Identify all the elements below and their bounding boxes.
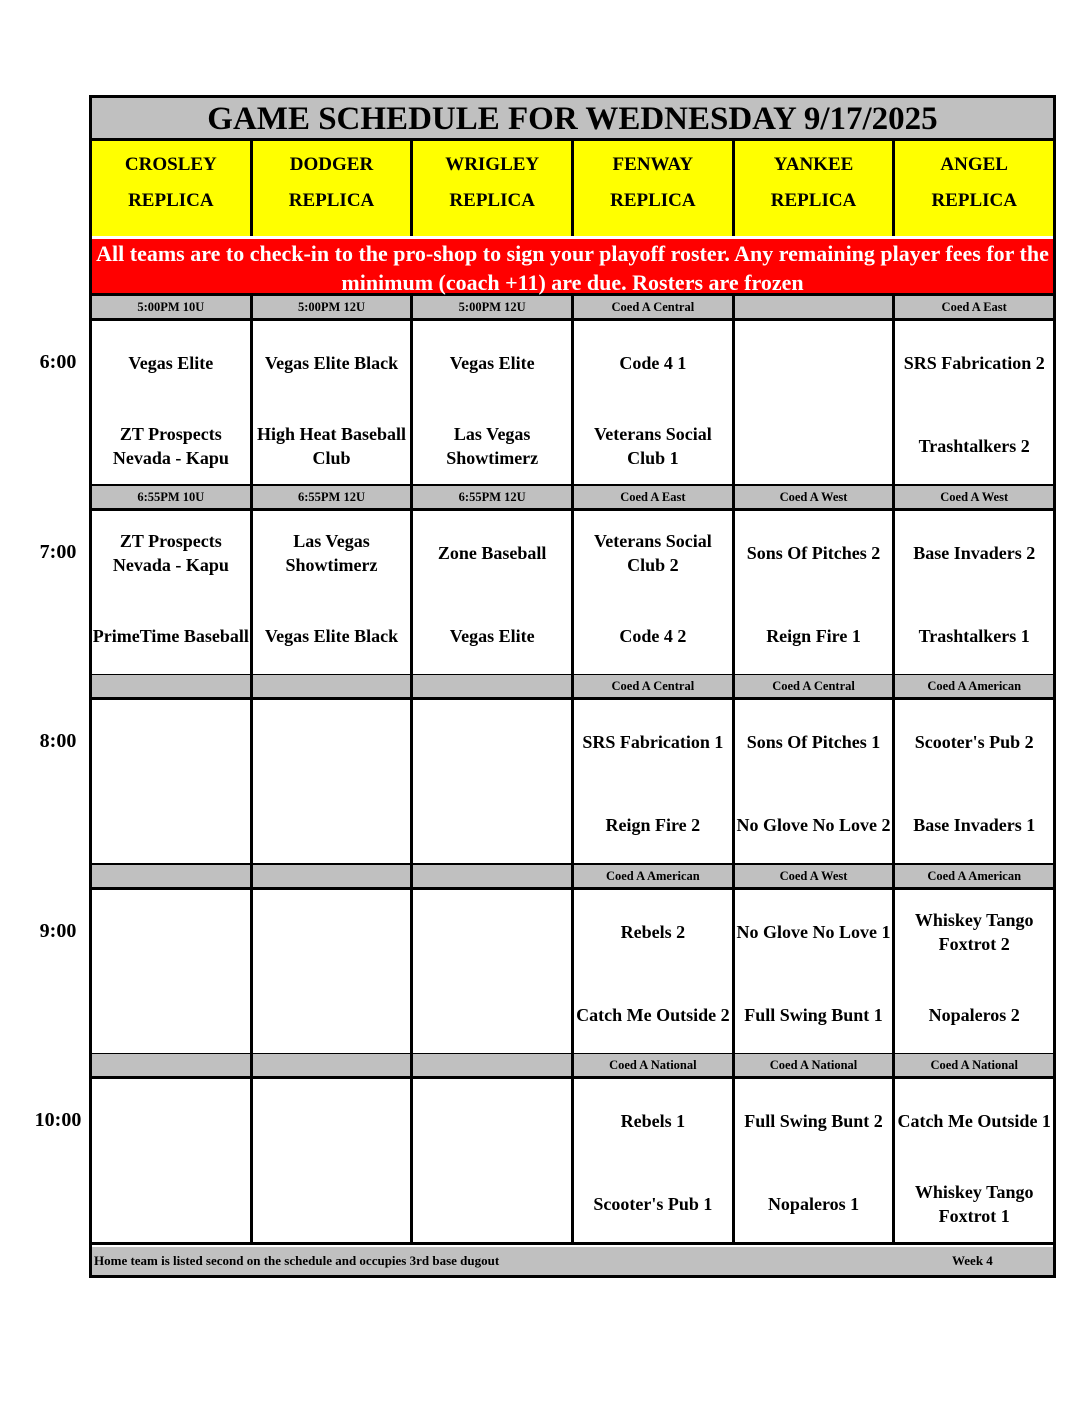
game-cell: [735, 890, 893, 1053]
game-cell: [253, 700, 411, 863]
division-label: Coed A American: [895, 675, 1053, 697]
game-row: [92, 321, 1053, 487]
game-cell: [895, 890, 1053, 1053]
division-label: Coed A Central: [735, 675, 893, 697]
division-label: Coed A National: [895, 1054, 1053, 1076]
division-label: Coed A West: [895, 486, 1053, 508]
home-team: Catch Me Outside 2: [576, 1004, 730, 1025]
home-team: [92, 985, 250, 1045]
game-cell: [413, 700, 571, 863]
away-team: Zone Baseball: [437, 542, 547, 563]
division-label: [92, 1054, 250, 1076]
away-team: [413, 712, 571, 772]
division-label: [92, 675, 250, 697]
time-label: 8:00: [39, 730, 77, 752]
game-row: [92, 511, 1053, 677]
home-team: PrimeTime Baseball: [92, 625, 249, 646]
field-type: REPLICA: [128, 190, 214, 211]
away-team: Veterans Social Club 2: [593, 530, 712, 575]
field-type: REPLICA: [770, 190, 857, 211]
time-slot-block: [92, 486, 1053, 677]
game-row: [92, 700, 1053, 866]
division-label: 6:55PM 12U: [253, 486, 411, 508]
notice-banner: All teams are to check-in to the pro-shop to sign your playoff roster. Any remaining player fees for the minimum (coach +11) are due. Rosters are frozen: [92, 239, 1053, 296]
game-cell: [735, 700, 893, 863]
field-type: REPLICA: [931, 190, 1017, 211]
game-cell: [92, 511, 250, 674]
field-header-wrigley: [413, 141, 571, 236]
home-team: No Glove No Love 2: [736, 815, 891, 835]
game-row: [92, 1079, 1053, 1245]
home-team: Base Invaders 1: [913, 815, 1036, 835]
division-label: 6:55PM 10U: [92, 486, 250, 508]
field-type: REPLICA: [449, 190, 535, 211]
away-team: ZT Prospects Nevada - Kapu: [112, 530, 229, 575]
home-team: High Heat Baseball Club: [257, 424, 407, 468]
game-cell: [895, 1079, 1053, 1242]
game-cell: [574, 1079, 732, 1242]
field-header-yankee: [735, 141, 893, 236]
away-team: No Glove No Love 1: [736, 921, 891, 942]
away-team: Full Swing Bunt 2: [744, 1111, 883, 1131]
division-label: Coed A National: [574, 1054, 732, 1076]
field-header-fenway: [574, 141, 732, 236]
home-team: Reign Fire 2: [605, 815, 701, 835]
time-slot-block: [92, 296, 1053, 487]
game-cell: [253, 321, 411, 484]
game-cell: [413, 890, 571, 1053]
division-header-row: [92, 486, 1053, 511]
away-team: [413, 1091, 571, 1151]
division-label: [92, 865, 250, 887]
division-label: [735, 296, 893, 318]
home-team: Veterans Social Club 1: [593, 424, 712, 468]
division-label: 5:00PM 10U: [92, 296, 250, 318]
time-label: 6:00: [39, 351, 77, 373]
home-team: Trashtalkers 2: [918, 436, 1030, 456]
away-team: [735, 333, 893, 393]
division-label: Coed A Central: [574, 296, 732, 318]
division-label: 5:00PM 12U: [413, 296, 571, 318]
away-team: [253, 902, 411, 962]
division-label: [413, 1054, 571, 1076]
home-team: [92, 1174, 250, 1234]
game-cell: [253, 890, 411, 1053]
game-cell: [895, 321, 1053, 484]
game-cell: [735, 511, 893, 674]
away-team: Las Vegas Showtimerz: [285, 530, 378, 575]
game-cell: [92, 1079, 250, 1242]
field-type: REPLICA: [610, 190, 696, 211]
time-slot-block: [92, 865, 1053, 1056]
game-cell: [574, 321, 732, 484]
footer: [92, 1247, 1053, 1275]
division-label: Coed A National: [735, 1054, 893, 1076]
home-team: Nopaleros 2: [928, 1004, 1020, 1025]
game-cell: [574, 511, 732, 674]
away-team: [92, 902, 250, 962]
game-cell: [574, 700, 732, 863]
away-team: [253, 712, 411, 772]
game-cell: [895, 700, 1053, 863]
away-team: Rebels 1: [620, 1111, 686, 1131]
game-cell: [895, 511, 1053, 674]
division-label: [253, 675, 411, 697]
game-cell: [413, 1079, 571, 1242]
home-team: [92, 795, 250, 855]
home-team: Las Vegas Showtimerz: [446, 424, 539, 468]
home-team: Trashtalkers 1: [918, 625, 1030, 646]
home-team: [253, 985, 411, 1045]
field-name: CROSLEY: [124, 154, 217, 175]
home-team: Nopaleros 1: [767, 1194, 860, 1214]
home-team: Whiskey Tango Foxtrot 1: [914, 1182, 1034, 1226]
field-header-crosley: [92, 141, 250, 236]
away-team: [253, 1091, 411, 1151]
away-team: Base Invaders 2: [913, 542, 1036, 563]
field-header-dodger: [253, 141, 411, 236]
away-team: Code 4 1: [619, 353, 687, 373]
away-team: SRS Fabrication 1: [582, 732, 724, 752]
game-cell: [735, 321, 893, 484]
field-header-angel: [895, 141, 1053, 236]
home-team: Vegas Elite: [449, 625, 535, 646]
division-label: 6:55PM 12U: [413, 486, 571, 508]
home-team: Reign Fire 1: [766, 625, 861, 646]
time-label: 7:00: [39, 540, 77, 563]
game-cell: [574, 890, 732, 1053]
division-label: Coed A Central: [574, 675, 732, 697]
away-team: Vegas Elite: [449, 353, 535, 373]
field-header-row: [92, 141, 1053, 236]
game-cell: [253, 1079, 411, 1242]
division-label: 5:00PM 12U: [253, 296, 411, 318]
time-label: 10:00: [34, 1109, 82, 1131]
away-team: Sons Of Pitches 2: [746, 542, 881, 563]
home-team: ZT Prospects Nevada - Kapu: [112, 424, 229, 468]
away-team: Vegas Elite: [128, 353, 214, 373]
field-name: WRIGLEY: [445, 154, 540, 175]
division-label: Coed A American: [574, 865, 732, 887]
home-team: [413, 985, 571, 1045]
division-header-row: [92, 296, 1053, 321]
away-team: Catch Me Outside 1: [897, 1111, 1051, 1131]
home-team: [413, 795, 571, 855]
field-type: REPLICA: [288, 190, 375, 211]
home-team: [253, 795, 411, 855]
division-label: [413, 865, 571, 887]
division-label: [253, 1054, 411, 1076]
away-team: Vegas Elite Black: [264, 353, 399, 373]
game-cell: [253, 511, 411, 674]
field-name: ANGEL: [940, 154, 1008, 175]
game-cell: [413, 511, 571, 674]
game-row: [92, 890, 1053, 1056]
away-team: [92, 712, 250, 772]
away-team: Whiskey Tango Foxtrot 2: [914, 909, 1034, 954]
away-team: [413, 902, 571, 962]
division-label: Coed A West: [735, 865, 893, 887]
away-team: SRS Fabrication 2: [903, 353, 1045, 373]
division-label: Coed A West: [735, 486, 893, 508]
game-cell: [92, 890, 250, 1053]
week-label: Week 4: [952, 1253, 993, 1268]
footer-note: Home team is listed second on the schedule and occupies 3rd base dugout: [94, 1253, 500, 1268]
away-team: [92, 1091, 250, 1151]
time-slot-block: [92, 1054, 1053, 1245]
game-cell: [735, 1079, 893, 1242]
home-team: [253, 1174, 411, 1234]
division-label: [253, 865, 411, 887]
division-label: Coed A American: [895, 865, 1053, 887]
home-team: Scooter's Pub 1: [593, 1194, 713, 1214]
division-label: Coed A East: [574, 486, 732, 508]
home-team: Vegas Elite Black: [264, 625, 399, 646]
page-title: GAME SCHEDULE FOR WEDNESDAY 9/17/2025: [92, 98, 1053, 141]
time-slot-block: [92, 675, 1053, 866]
field-name: DODGER: [289, 154, 374, 175]
field-name: YANKEE: [773, 154, 854, 175]
home-team: [735, 416, 893, 476]
away-team: Rebels 2: [620, 921, 686, 942]
game-cell: [92, 321, 250, 484]
division-label: Coed A East: [895, 296, 1053, 318]
field-name: FENWAY: [612, 154, 694, 175]
time-label: 9:00: [39, 919, 77, 942]
home-team: Code 4 2: [619, 625, 687, 646]
home-team: Full Swing Bunt 1: [744, 1004, 883, 1025]
division-label: [413, 675, 571, 697]
game-cell: [92, 700, 250, 863]
game-cell: [413, 321, 571, 484]
division-header-row: [92, 675, 1053, 700]
division-header-row: [92, 865, 1053, 890]
schedule-sheet: [89, 95, 1056, 1278]
home-team: [413, 1174, 571, 1234]
division-header-row: [92, 1054, 1053, 1079]
away-team: Scooter's Pub 2: [914, 732, 1034, 752]
away-team: Sons Of Pitches 1: [746, 732, 881, 752]
